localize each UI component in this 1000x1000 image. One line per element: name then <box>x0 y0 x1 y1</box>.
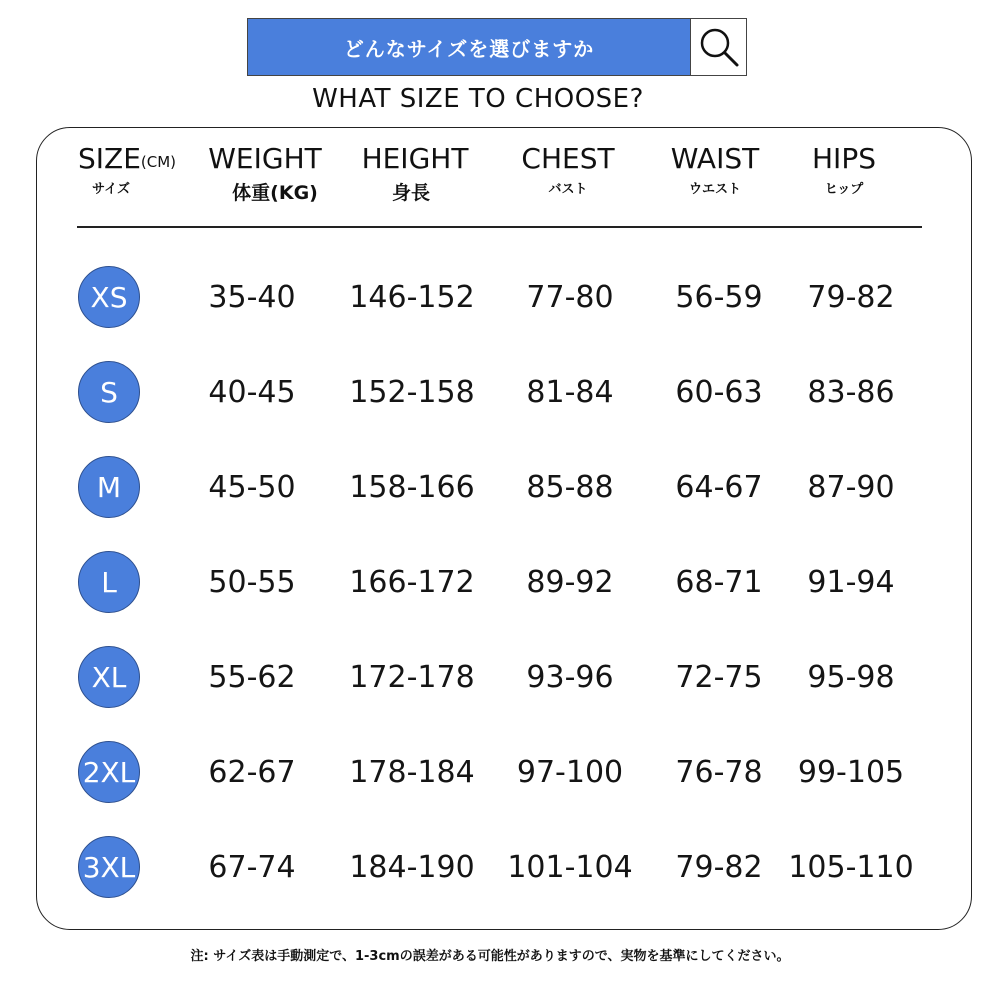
chest-cell: 93-96 <box>526 659 614 695</box>
table-row <box>0 741 1000 807</box>
table-row <box>0 361 1000 427</box>
chest-cell: 97-100 <box>516 754 624 790</box>
size-badge: XL <box>78 646 140 708</box>
header-divider <box>77 226 922 228</box>
size-badge: M <box>78 456 140 518</box>
table-row <box>0 266 1000 332</box>
hips-cell: 105-110 <box>788 849 914 885</box>
search-icon <box>697 25 741 69</box>
hips-cell: 87-90 <box>807 469 895 505</box>
weight-cell: 35-40 <box>208 279 296 315</box>
weight-cell: 50-55 <box>208 564 296 600</box>
header-weight-jp: 体重(KG) <box>232 182 318 204</box>
hips-cell: 91-94 <box>807 564 895 600</box>
hips-cell: 95-98 <box>807 659 895 695</box>
header-hips-label: HIPS <box>812 142 876 175</box>
weight-cell: 62-67 <box>208 754 296 790</box>
search-button[interactable] <box>690 19 746 75</box>
weight-cell: 55-62 <box>208 659 296 695</box>
chest-cell: 77-80 <box>526 279 614 315</box>
size-badge: S <box>78 361 140 423</box>
hips-cell: 99-105 <box>797 754 905 790</box>
page-subtitle: WHAT SIZE TO CHOOSE? <box>312 84 644 114</box>
size-chart-panel <box>36 127 972 930</box>
waist-cell: 79-82 <box>675 849 763 885</box>
size-badge: L <box>78 551 140 613</box>
chest-cell: 89-92 <box>526 564 614 600</box>
table-row <box>0 646 1000 712</box>
height-cell: 158-166 <box>349 469 475 505</box>
search-bar[interactable] <box>247 18 747 76</box>
weight-cell: 45-50 <box>208 469 296 505</box>
footnote: 注: サイズ表は手動測定で、1-3cmの誤差がある可能性がありますので、実物を基準にしてください。 <box>190 949 790 964</box>
waist-cell: 60-63 <box>675 374 763 410</box>
header-chest-jp: バスト <box>548 182 588 197</box>
header-waist-jp: ウエスト <box>688 182 741 197</box>
header-chest <box>498 142 638 197</box>
header-hips-jp: ヒップ <box>824 182 864 197</box>
chest-cell: 85-88 <box>526 469 614 505</box>
waist-cell: 72-75 <box>675 659 763 695</box>
table-row <box>0 551 1000 617</box>
table-row <box>0 456 1000 522</box>
height-cell: 166-172 <box>349 564 475 600</box>
header-weight-label: WEIGHT <box>208 142 322 175</box>
height-cell: 178-184 <box>349 754 475 790</box>
size-badge: 3XL <box>78 836 140 898</box>
header-height-jp: 身長 <box>391 182 430 204</box>
chest-cell: 101-104 <box>507 849 633 885</box>
height-cell: 184-190 <box>349 849 475 885</box>
waist-cell: 68-71 <box>675 564 763 600</box>
size-badge: 2XL <box>78 741 140 803</box>
header-size <box>78 142 176 197</box>
height-cell: 172-178 <box>349 659 475 695</box>
hips-cell: 83-86 <box>807 374 895 410</box>
hips-cell: 79-82 <box>807 279 895 315</box>
size-badge: XS <box>78 266 140 328</box>
header-height-label: HEIGHT <box>361 142 469 175</box>
search-label[interactable]: どんなサイズを選びますか <box>248 19 690 75</box>
waist-cell: 76-78 <box>675 754 763 790</box>
header-waist <box>645 142 785 197</box>
header-weight <box>190 142 340 205</box>
header-hips <box>774 142 914 197</box>
weight-cell: 40-45 <box>208 374 296 410</box>
weight-cell: 67-74 <box>208 849 296 885</box>
header-waist-label: WAIST <box>670 142 760 175</box>
header-size-jp: サイズ <box>92 182 130 197</box>
chest-cell: 81-84 <box>526 374 614 410</box>
waist-cell: 64-67 <box>675 469 763 505</box>
header-size-unit: (CM) <box>140 153 177 171</box>
header-height <box>345 142 485 205</box>
header-chest-label: CHEST <box>521 142 615 175</box>
table-row <box>0 836 1000 902</box>
waist-cell: 56-59 <box>675 279 763 315</box>
header-size-label: SIZE <box>78 142 141 175</box>
height-cell: 146-152 <box>349 279 475 315</box>
height-cell: 152-158 <box>349 374 475 410</box>
